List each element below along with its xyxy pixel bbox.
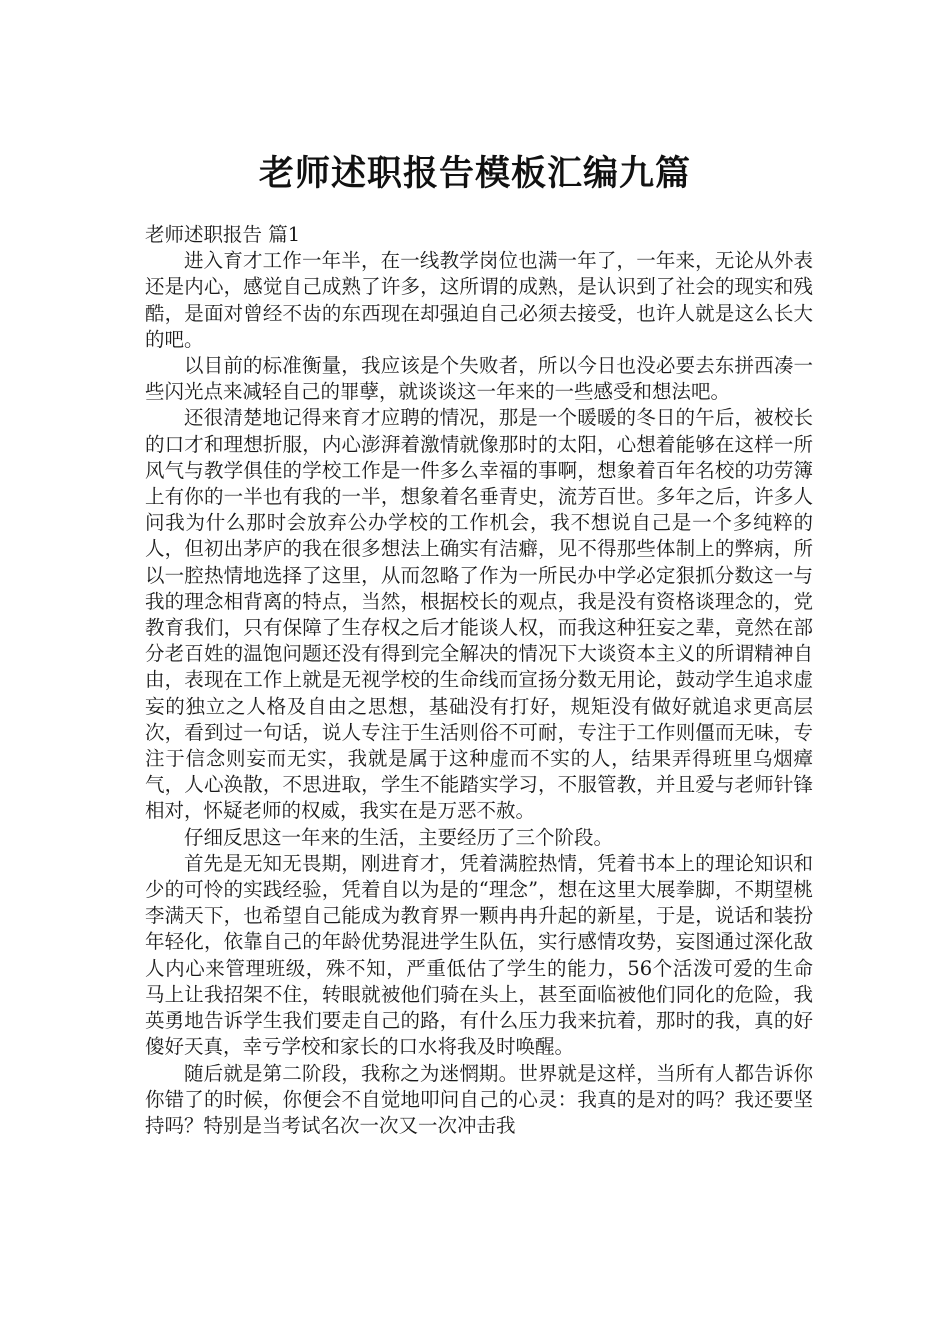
document-title: 老师述职报告模板汇编九篇	[258, 154, 691, 195]
paragraph-1: 进入育才工作一年半，在一线教学岗位也满一年了，一年来，无论从外表还是内心，感觉自己成熟了许多，这所谓的成熟，是认识到了社会的现实和残酷，是面对曾经不齿的东西现在却强迫自己必须去接受，也许人就是这么长大的吧。	[145, 249, 813, 351]
paragraph-4: 仔细反思这一年来的生活，主要经历了三个阶段。	[184, 825, 614, 849]
paragraph-3: 还很清楚地记得来育才应聘的情况，那是一个暖暖的冬日的午后，被校长的口才和理想折服，内心澎湃着激情就像那时的太阳，心想着能够在这样一所风气与教学俱佳的学校工作是一件多么幸福的事啊，想象着百年名校的功劳簿上有你的一半也有我的一半，想象着名垂青史，流芳百世。多年之后，许多人问我为什么那时会放弃公办学校的工作机会，我不想说自己是一个多纯粹的人，但初出茅庐的我在很多想法上确实有洁癖，见不得那些体制上的弊病，所以一腔热情地选择了这里，从而忽略了作为一所民办中学必定狠抓分数这一与我的理念相背离的特点，当然，根据校长的观点，我是没有资格谈理念的，党教育我们，只有保障了生存权之后才能谈人权，而我这种狂妄之辈，竟然在部分老百姓的温饱问题还没有得到完全解决的情况下大谈资本主义的所谓精神自由，表现在工作上就是无视学校的生命线而宣扬分数无用论，鼓动学生追求虚妄的独立之人格及自由之思想，基础没有打好，规矩没有做好就追求更高层次，看到过一句话，说人专注于生活则俗不可耐，专注于工作则僵而无味，专注于信念则妄而无实，我就是属于这种虚而不实的人，结果弄得班里乌烟瘴气，人心涣散，不思进取，学生不能踏实学习，不服管教，并且爱与老师针锋相对，怀疑老师的权威，我实在是万恶不赦。	[145, 406, 813, 823]
paragraph-2: 以目前的标准衡量，我应该是个失败者，所以今日也没必要去东拼西凑一些闪光点来减轻自己的罪孽，就谈谈这一年来的一些感受和想法吧。	[145, 354, 813, 404]
paragraph-5: 首先是无知无畏期，刚进育才，凭着满腔热情，凭着书本上的理论知识和少的可怜的实践经验，凭着自以为是的“理念”，想在这里大展拳脚，不期望桃李满天下，也希望自己能成为教育界一颗冉冉升起的新星，于是，说话和装扮年轻化，依靠自己的年龄优势混进学生队伍，实行感情攻势，妄图通过深化敌人内心来管理班级，殊不知，严重低估了学生的能力，56个活泼可爱的生命马上让我招架不住，转眼就被他们骑在头上，甚至面临被他们同化的危险，我英勇地告诉学生我们要走自己的路，有什么压力我来抗着，那时的我，真的好傻好天真，幸亏学校和家长的口水将我及时唤醒。	[145, 851, 813, 1059]
section-heading: 老师述职报告 篇1	[145, 223, 301, 246]
document-body	[145, 222, 813, 1139]
paragraph-6: 随后就是第二阶段，我称之为迷惘期。世界就是这样，当所有人都告诉你你错了的时候，你便会不自觉地叩问自己的心灵：我真的是对的吗？我还要坚持吗？特别是当考试名次一次又一次冲击我	[145, 1061, 813, 1137]
